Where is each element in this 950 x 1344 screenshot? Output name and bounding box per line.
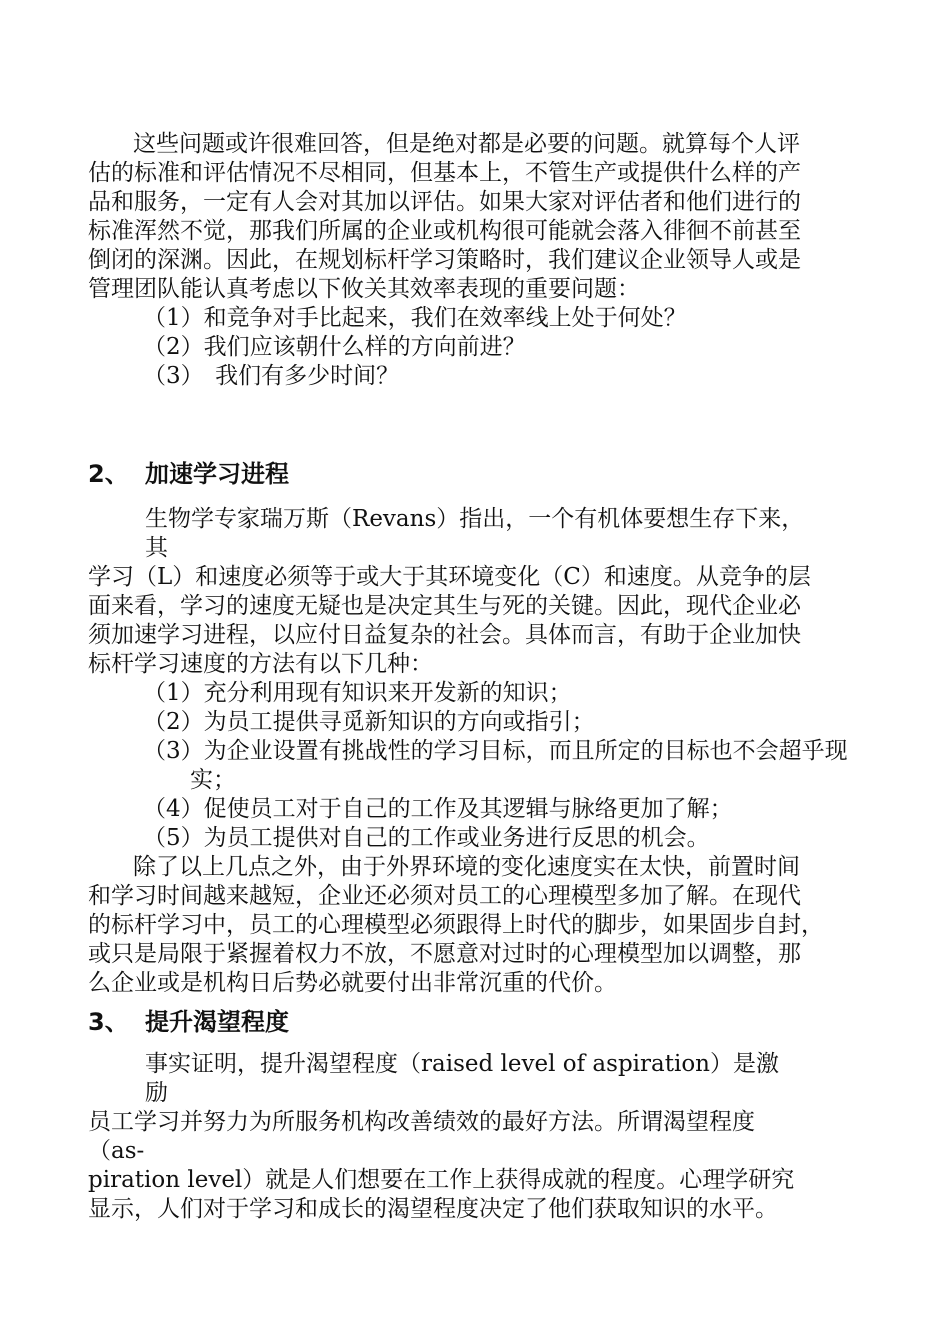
section-heading [88, 1006, 488, 1038]
section-number: 2、 [88, 460, 129, 488]
question-item: （2）我们应该朝什么样的方向前进？ [143, 334, 526, 360]
question-item: （3） 我们有多少时间？ [143, 363, 400, 389]
section-heading [88, 458, 488, 490]
closing-line: 的标杆学习中，员工的心理模型必须跟得上时代的脚步，如果固步自封， [88, 912, 824, 938]
method-item: （1）充分利用现有知识来开发新的知识； [143, 680, 572, 706]
section-title: 加速学习进程 [145, 460, 289, 488]
closing-line: 么企业或是机构日后势必就要付出非常沉重的代价。 [88, 970, 617, 996]
section2-line: 面来看，学习的速度无疑也是决定其生与死的关键。因此，现代企业必 [88, 593, 801, 619]
section2-line: 须加速学习进程，以应付日益复杂的社会。具体而言，有助于企业加快 [88, 622, 801, 648]
section3-line: 显示，人们对于学习和成长的渴望程度决定了他们获取知识的水平。 [88, 1196, 778, 1222]
intro-line: 品和服务，一定有人会对其加以评估。如果大家对评估者和他们进行的 [88, 189, 801, 215]
method-item: （3）为企业设置有挑战性的学习目标，而且所定的目标也不会超乎现 [143, 738, 848, 764]
section2-line: 其 [145, 535, 168, 561]
section2-line: 生物学专家瑞万斯（Revans）指出，一个有机体要想生存下来， [145, 506, 805, 532]
method-item-continuation: 实； [190, 767, 236, 793]
method-item: （2）为员工提供寻觅新知识的方向或指引； [143, 709, 595, 735]
closing-line: 和学习时间越来越短，企业还必须对员工的心理模型多加了解。在现代 [88, 883, 801, 909]
intro-line: 估的标准和评估情况不尽相同，但基本上，不管生产或提供什么样的产 [88, 160, 801, 186]
method-item: （4）促使员工对于自己的工作及其逻辑与脉络更加了解； [143, 796, 733, 822]
closing-line: 或只是局限于紧握着权力不放，不愿意对过时的心理模型加以调整，那 [88, 941, 801, 967]
section2-line: 标杆学习速度的方法有以下几种： [88, 651, 433, 677]
section-title: 提升渴望程度 [145, 1008, 289, 1036]
section3-line: 事实证明，提升渴望程度（raised level of aspiration）是激 [145, 1051, 779, 1077]
section3-line: 员工学习并努力为所服务机构改善绩效的最好方法。所谓渴望程度 [88, 1109, 755, 1135]
intro-line: 倒闭的深渊。因此，在规划标杆学习策略时，我们建议企业领导人或是 [88, 247, 801, 273]
intro-line: 管理团队能认真考虑以下攸关其效率表现的重要问题： [88, 276, 640, 302]
section-number: 3、 [88, 1008, 129, 1036]
intro-line: 这些问题或许很难回答，但是绝对都是必要的问题。就算每个人评 [133, 131, 800, 157]
section3-line: piration level）就是人们想要在工作上获得成就的程度。心理学研究 [88, 1167, 795, 1193]
intro-line: 标准浑然不觉，那我们所属的企业或机构很可能就会落入徘徊不前甚至 [88, 218, 801, 244]
closing-line: 除了以上几点之外，由于外界环境的变化速度实在太快，前置时间 [133, 854, 800, 880]
method-item: （5）为员工提供对自己的工作或业务进行反思的机会。 [143, 825, 710, 851]
section2-line: 学习（L）和速度必须等于或大于其环境变化（C）和速度。从竞争的层 [88, 564, 811, 590]
section3-line: 励 [145, 1080, 168, 1106]
section3-line: （as- [88, 1138, 145, 1164]
question-item: （1）和竞争对手比起来，我们在效率线上处于何处？ [143, 305, 687, 331]
